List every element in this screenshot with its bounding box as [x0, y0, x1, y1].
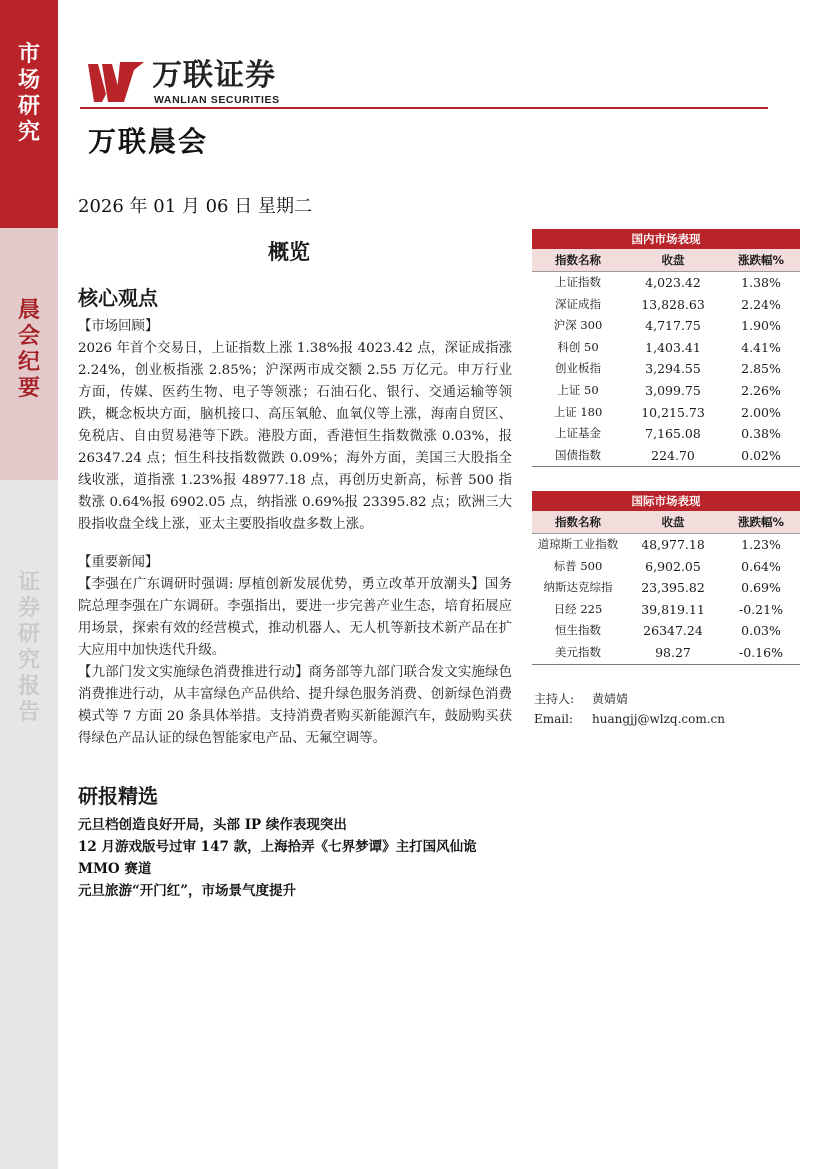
company-logo: [86, 58, 346, 106]
sidebar-char: 研: [17, 622, 40, 647]
col-index-name: 指数名称: [555, 515, 601, 529]
sidebar-char: 究: [17, 648, 40, 673]
email-label: Email:: [534, 712, 574, 726]
table-row: [532, 423, 800, 445]
cell-index-name: 纳斯达克综指: [543, 580, 613, 595]
sidebar-char: 报: [17, 674, 40, 699]
table-row: [532, 358, 800, 380]
market-review-text: 2026 年首个交易日，上证指数上涨 1.38%报 4023.42 点，深证成指涨 2.24%，创业板指涨 2.85%；沪深两市成交额 2.55 万亿元。申万行业方面，传媒、医药生物、电子等领涨；石油石化、银行、交通运输等领跌，概念板块方面，脑机接口、高压氧舱、血氧仪等上涨，海南自贸区、免税店、自由贸易港等下跌。港股方面，香港恒生指数微涨 0.03%，报 26347.24 点；恒生科技指数微跌 0.09%；海外方面，美国三大股指全线收涨，道指涨 1.23%报 48977.18 点，再创历史新高，标普 500 指数涨 0.64%报 6902.05 点，纳指涨 0.69%报 23395.82 点；欧洲三大股指收盘全线上涨，亚太主要股指收盘多数上涨。: [78, 341, 512, 532]
table-row: [532, 534, 800, 556]
cell-change: 4.41%: [741, 339, 781, 355]
email-line: [534, 712, 725, 726]
international-table-title: 国际市场表现: [532, 491, 800, 511]
sidebar-char: 场: [17, 68, 40, 93]
host-line: [534, 690, 628, 707]
cell-index-name: 深证成指: [555, 296, 601, 311]
left-sidebar: [0, 0, 58, 1169]
cell-close: 224.70: [651, 447, 695, 463]
cell-index-name: 上证 180: [553, 404, 603, 419]
sidebar-char: 究: [17, 120, 40, 145]
research-item[interactable]: 12 月游戏版号过审 147 款，上海拾弄《七界梦谭》主打国风仙诡 MMO 赛道: [78, 839, 477, 877]
table-row: [532, 620, 800, 642]
domestic-market-table: [532, 229, 800, 467]
sidebar-char: 要: [17, 376, 40, 401]
cell-close: 3,294.55: [645, 361, 701, 377]
domestic-table-title: 国内市场表现: [532, 229, 800, 249]
cell-change: 0.64%: [741, 558, 781, 574]
domestic-table-body: [532, 272, 800, 467]
sidebar-char: 纪: [17, 350, 40, 375]
cell-change: -0.16%: [739, 644, 783, 660]
cell-change: 0.38%: [741, 426, 781, 442]
news-body: 商务部等九部门联合发文实施绿色消费推进行动，从丰富绿色产品供给、提升绿色服务消费、创新绿色消费模式等 7 方面 20 条具体举措。支持消费者购买新能源汽车，鼓励购买获得绿色产品认证的绿色智能家电产品、无氟空调等。: [78, 665, 512, 746]
cell-close: 39,819.11: [641, 601, 705, 617]
table-row: [532, 337, 800, 359]
header-divider: [80, 107, 768, 109]
international-table-body: [532, 534, 800, 665]
international-market-table: [532, 491, 800, 665]
research-heading: 研报精选: [78, 784, 158, 808]
cell-change: -0.21%: [739, 601, 783, 617]
cell-index-name: 道琼斯工业指数: [537, 537, 619, 551]
sidebar-char: 证: [17, 570, 40, 595]
table-row: [532, 402, 800, 424]
col-close: 收盘: [661, 515, 685, 529]
cell-close: 3,099.75: [645, 382, 701, 398]
cell-change: 0.69%: [741, 580, 781, 596]
cell-change: 2.24%: [741, 296, 781, 312]
research-list: [78, 814, 518, 902]
table-row: [532, 599, 800, 621]
cell-change: 2.26%: [741, 382, 781, 398]
sidebar-char: 晨: [17, 298, 40, 323]
sidebar-morning-meeting: [0, 228, 58, 480]
table-row: [532, 315, 800, 337]
wanlian-logo-icon: [86, 58, 146, 106]
sidebar-market-research: [0, 0, 58, 228]
news-tag: 【重要新闻】: [78, 555, 159, 570]
cell-close: 13,828.63: [641, 296, 705, 312]
news-headline: 【李强在广东调研时强调: 厚植创新发展优势，勇立改革开放潮头】: [78, 577, 485, 592]
cell-index-name: 上证 50: [557, 382, 599, 397]
report-date: 2026 年 01 月 06 日 星期二: [78, 196, 312, 217]
sidebar-char: 券: [17, 596, 40, 621]
report-title: 万联晨会: [88, 125, 209, 158]
cell-index-name: 标普 500: [553, 558, 603, 573]
news-section: [78, 552, 512, 750]
cell-change: 1.23%: [741, 537, 781, 552]
sidebar-char: 研: [17, 94, 40, 119]
cell-change: 2.00%: [741, 404, 781, 420]
news-item: [78, 574, 512, 662]
sidebar-securities-report: [0, 480, 58, 1169]
news-headline: 【九部门发文实施绿色消费推进行动】: [78, 665, 309, 680]
sidebar-char: 会: [17, 324, 40, 349]
logo-english-name: WANLIAN SECURITIES: [154, 94, 280, 106]
international-table-header: [532, 511, 800, 534]
col-index-name: 指数名称: [555, 253, 601, 267]
market-review-tag: 【市场回顾】: [78, 319, 159, 334]
cell-close: 10,215.73: [641, 404, 705, 420]
research-item[interactable]: 元旦档创造良好开局，头部 IP 续作表现突出: [78, 817, 347, 833]
market-review-section: [78, 316, 512, 536]
news-body: 国务院总理李强在广东调研。李强指出，要进一步完善产业生态，培育拓展应用场景，探索有效的经营模式，推动机器人、无人机等新技术新产品在扩大应用中加快迭代升级。: [78, 577, 512, 658]
cell-index-name: 上证基金: [555, 426, 601, 441]
cell-index-name: 日经 225: [553, 601, 603, 616]
table-row: [532, 642, 800, 664]
cell-change: 1.90%: [741, 318, 781, 334]
research-item[interactable]: 元旦旅游“开门红”，市场景气度提升: [78, 883, 297, 899]
cell-index-name: 创业板指: [555, 361, 601, 376]
cell-change: 1.38%: [741, 275, 781, 290]
domestic-table-header: [532, 249, 800, 272]
overview-heading: 概览: [268, 240, 310, 264]
cell-index-name: 沪深 300: [553, 318, 603, 333]
table-row: [532, 577, 800, 599]
table-row: [532, 380, 800, 402]
cell-index-name: 国债指数: [555, 447, 601, 462]
col-change: 涨跌幅%: [737, 253, 785, 267]
cell-index-name: 美元指数: [555, 644, 601, 659]
cell-close: 26347.24: [643, 623, 703, 639]
table-row: [532, 272, 800, 294]
cell-close: 48,977.18: [641, 537, 705, 552]
cell-close: 4,717.75: [645, 318, 701, 334]
table-row: [532, 556, 800, 578]
sidebar-char: 市: [17, 42, 40, 67]
host-label: 主持人:: [534, 692, 575, 706]
col-close: 收盘: [661, 253, 685, 267]
cell-index-name: 恒生指数: [555, 623, 601, 638]
cell-close: 98.27: [655, 644, 691, 660]
cell-index-name: 科创 50: [557, 339, 599, 354]
sidebar-char: 告: [17, 700, 40, 725]
cell-change: 0.03%: [741, 623, 781, 639]
news-item: [78, 662, 512, 750]
logo-chinese-name: 万联证券: [152, 58, 276, 93]
email-link[interactable]: huangjj@wlzq.com.cn: [592, 712, 725, 726]
cell-close: 7,165.08: [645, 426, 701, 442]
host-name: 黄婧婧: [592, 692, 629, 706]
cell-close: 23,395.82: [641, 580, 705, 596]
core-views-heading: 核心观点: [78, 286, 158, 310]
col-change: 涨跌幅%: [737, 515, 785, 529]
cell-close: 1,403.41: [645, 339, 701, 355]
cell-index-name: 上证指数: [555, 275, 601, 289]
cell-change: 0.02%: [741, 447, 781, 463]
table-row: [532, 294, 800, 316]
cell-change: 2.85%: [741, 361, 781, 377]
table-row: [532, 445, 800, 467]
cell-close: 6,902.05: [645, 558, 701, 574]
cell-close: 4,023.42: [645, 275, 701, 290]
